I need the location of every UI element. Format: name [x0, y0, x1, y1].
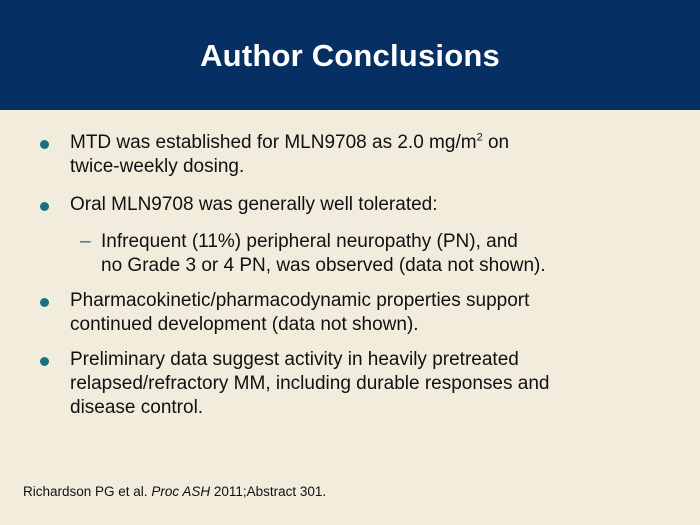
- bullet-text-line3: disease control.: [70, 397, 204, 418]
- bullet-text: [70, 348, 660, 420]
- bullet-dot-icon: [40, 357, 49, 366]
- sub-bullet-text-line1: Infrequent (11%) peripheral neuropathy (PN), and: [101, 231, 518, 252]
- superscript: 2: [476, 131, 483, 144]
- bullet-text: [70, 193, 660, 217]
- bullet-text-line2: relapsed/refractory MM, including durable responses and: [70, 373, 550, 394]
- citation: [23, 483, 326, 501]
- bullet-dot-icon: [40, 202, 49, 211]
- bullet-dot-icon: [40, 140, 49, 149]
- bullet-text-line1-suffix: on: [482, 132, 510, 153]
- bullet-text-line1: Oral MLN9708 was generally well tolerated:: [70, 194, 438, 215]
- bullet-text-line2: twice-weekly dosing.: [70, 156, 245, 177]
- citation-details: 2011;Abstract 301.: [210, 484, 327, 499]
- dash-icon: –: [80, 231, 91, 252]
- slide-title: Author Conclusions: [200, 38, 500, 73]
- bullet-text-line1-prefix: MTD was established for MLN9708 as 2.0 mg/m: [70, 132, 477, 153]
- citation-authors: Richardson PG et al.: [23, 484, 152, 499]
- bullet-text: [70, 289, 660, 337]
- bullet-text-line1: Preliminary data suggest activity in heavily pretreated: [70, 349, 519, 370]
- bullet-dot-icon: [40, 298, 49, 307]
- sub-bullet-text-line2: no Grade 3 or 4 PN, was observed (data not shown).: [101, 255, 546, 276]
- bullet-text-line1: Pharmacokinetic/pharmacodynamic properties support: [70, 290, 530, 311]
- bullet-text-line2: continued development (data not shown).: [70, 314, 419, 335]
- citation-journal: Proc ASH: [151, 484, 211, 499]
- bullet-text: [70, 131, 660, 179]
- sub-bullet-text: [101, 230, 661, 278]
- title-banner: [0, 0, 700, 110]
